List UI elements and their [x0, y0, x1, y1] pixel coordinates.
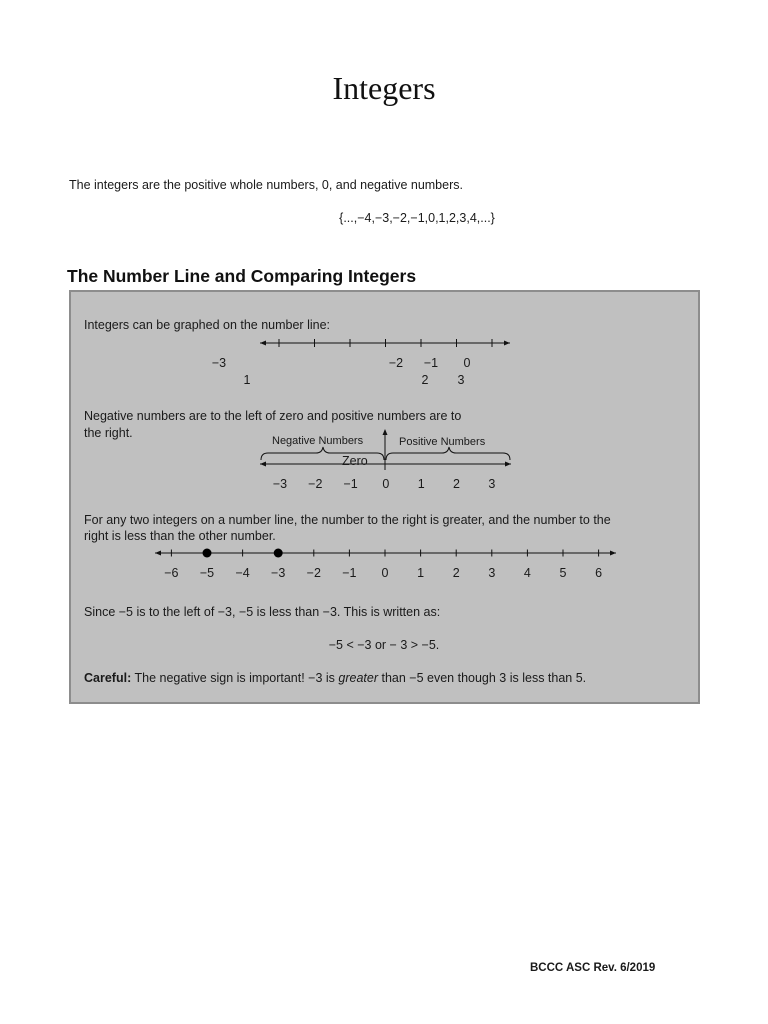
- number-line-3-label: 2: [452, 566, 460, 580]
- number-line-3-right-arrow: [610, 551, 616, 556]
- integer-set: {...,−4,−3,−2,−1,0,1,2,3,4,...}: [339, 211, 495, 225]
- broken-label-1: 1: [243, 373, 251, 387]
- zero-label: Zero: [342, 454, 368, 468]
- number-line-2-label: −2: [308, 477, 323, 491]
- intro-text: The integers are the positive whole numbers, 0, and negative numbers.: [69, 178, 463, 192]
- number-line-3-label: −1: [342, 566, 357, 580]
- careful-pre: The negative sign is important! −3 is: [131, 671, 339, 685]
- number-line-3-label: 4: [523, 566, 531, 580]
- number-line-3-point: [203, 549, 212, 558]
- number-line-3-label: 3: [488, 566, 496, 580]
- number-line-3-label: −2: [306, 566, 321, 580]
- section-heading: The Number Line and Comparing Integers: [67, 266, 417, 286]
- careful-label: Careful:: [84, 671, 132, 685]
- number-line-3-label: −6: [164, 566, 179, 580]
- number-line-2-label: 3: [488, 477, 496, 491]
- careful-note: [84, 671, 586, 685]
- number-line-2-label: 1: [417, 477, 425, 491]
- broken-label-minus2: −2: [388, 356, 404, 370]
- number-line-3-label: 6: [595, 566, 603, 580]
- compare-text-1: For any two integers on a number line, the number to the right is greater, and the number to the: [84, 513, 611, 527]
- broken-label-0: 0: [463, 356, 471, 370]
- number-line-3-label: 1: [417, 566, 425, 580]
- number-line-3-label: −3: [271, 566, 286, 580]
- compare-text-2: right is less than the other number.: [84, 529, 276, 543]
- broken-label-3: 3: [457, 373, 465, 387]
- number-line-3-label: 0: [381, 566, 389, 580]
- number-line-3-point: [274, 549, 283, 558]
- number-line-3-label: −4: [235, 566, 250, 580]
- number-line-3-label: −5: [199, 566, 215, 580]
- since-text: Since −5 is to the left of −3, −5 is less than −3. This is written as:: [84, 605, 441, 619]
- footer-revision: BCCC ASC Rev. 6/2019: [530, 962, 656, 974]
- negpos-text-2: the right.: [84, 426, 133, 440]
- careful-post: than −5 even though 3 is less than 5.: [378, 671, 587, 685]
- number-line-3-label: 5: [559, 566, 567, 580]
- broken-label-minus1: −1: [423, 356, 439, 370]
- broken-label-2: 2: [421, 373, 429, 387]
- negpos-text-1: Negative numbers are to the left of zero and positive numbers are to: [84, 409, 462, 423]
- inequality-text: −5 < −3 or − 3 > −5.: [328, 638, 440, 652]
- page-title: Integers: [332, 70, 436, 106]
- number-line-2-label: −3: [272, 477, 288, 491]
- negative-numbers-label: Negative Numbers: [272, 435, 364, 447]
- number-line-2-label: −1: [343, 477, 358, 491]
- number-line-3-left-arrow: [155, 551, 161, 556]
- careful-emphasis: greater: [338, 671, 379, 685]
- number-line-2-label: 0: [382, 477, 390, 491]
- broken-label-minus3: −3: [211, 356, 227, 370]
- graphed-text: Integers can be graphed on the number line:: [84, 318, 331, 332]
- positive-numbers-label: Positive Numbers: [399, 436, 486, 448]
- number-line-2-label: 2: [453, 477, 460, 491]
